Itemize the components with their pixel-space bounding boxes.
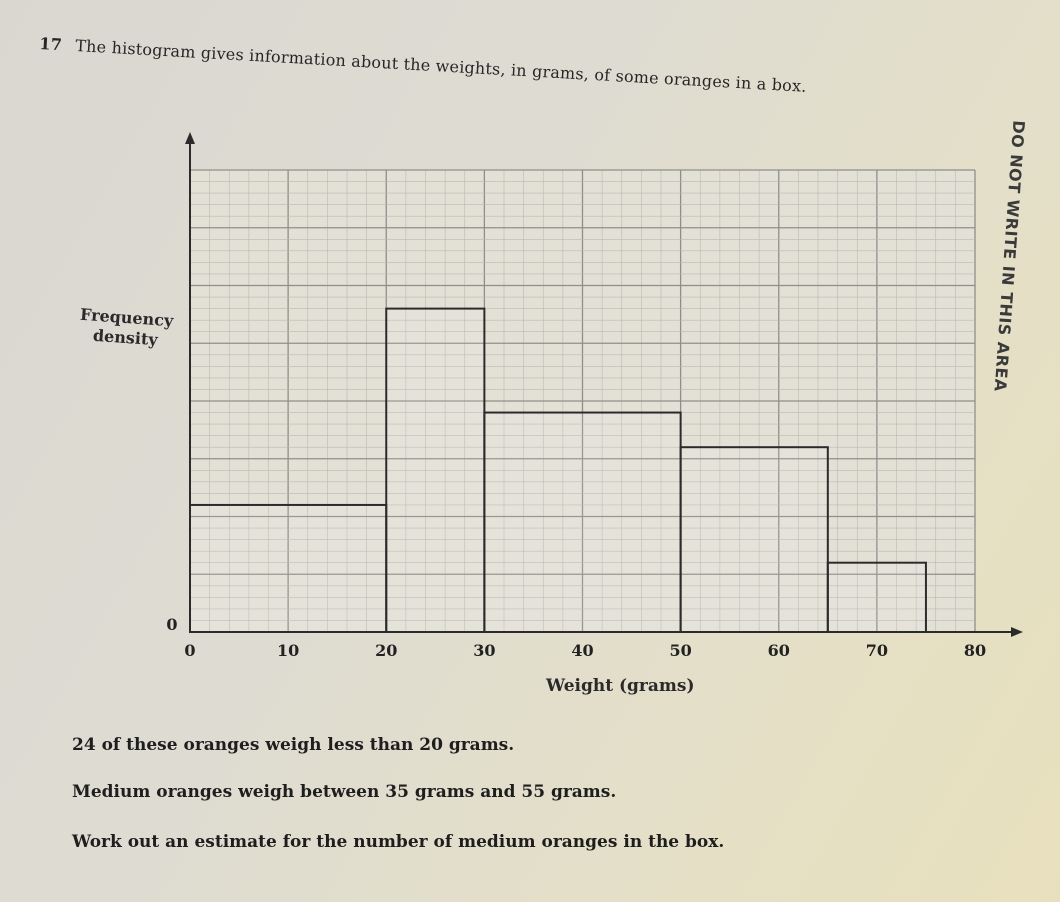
- x-tick-label: 30: [473, 641, 496, 660]
- x-tick-label: 10: [276, 641, 300, 660]
- question-number: 17: [38, 34, 63, 55]
- y-axis-label: Frequency density: [79, 304, 174, 350]
- y-axis-arrow: [185, 132, 195, 144]
- x-tick-label: 80: [963, 641, 987, 660]
- x-tick-label: 60: [767, 641, 790, 660]
- statement-3: Work out an estimate for the number of medium oranges in the box.: [72, 832, 725, 852]
- x-tick-label: 50: [669, 641, 692, 660]
- y-tick-label: 0: [166, 615, 178, 634]
- x-axis-arrow: [1011, 627, 1023, 637]
- histogram-bar: [681, 447, 828, 632]
- histogram-bar: [190, 505, 386, 632]
- question-text: The histogram gives information about the weights, in grams, of some oranges in a box.: [74, 36, 808, 96]
- x-tick-label: 0: [184, 641, 196, 660]
- histogram-bar: [828, 563, 926, 632]
- statement-1: 24 of these oranges weigh less than 20 grams.: [72, 735, 515, 755]
- x-axis-label: Weight (grams): [546, 676, 695, 696]
- histogram-bar: [386, 309, 484, 632]
- x-tick-label: 70: [865, 641, 889, 660]
- x-tick-label: 20: [375, 641, 398, 660]
- histogram-bar: [484, 413, 680, 632]
- margin-warning: DO NOT WRITE IN THIS AREA: [990, 119, 1029, 393]
- x-tick-label: 40: [571, 641, 594, 660]
- statement-2: Medium oranges weigh between 35 grams and 55 grams.: [72, 782, 617, 802]
